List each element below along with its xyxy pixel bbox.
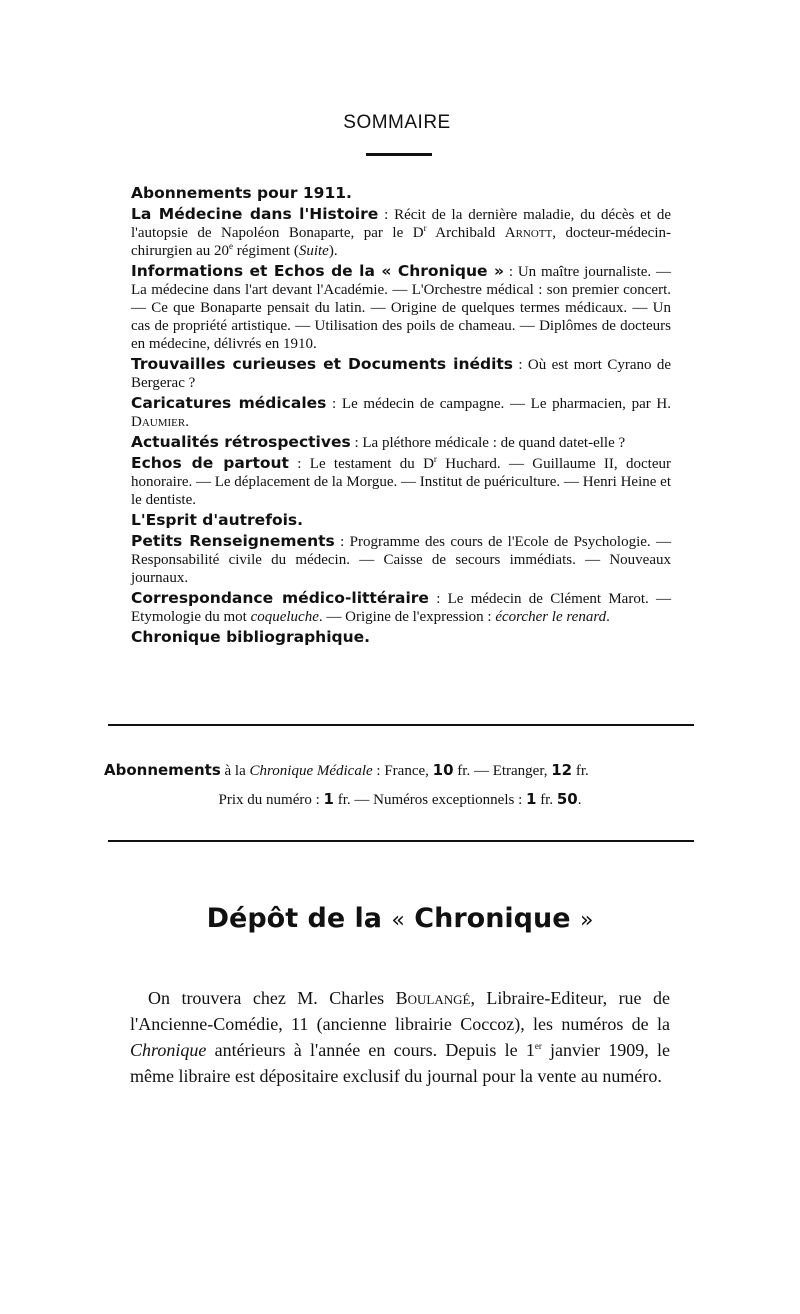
toc-entry-text: Huchard. — Guillaume II, docteur honoraire. — Le déplacement de la Morgue. — Institut de puériculture. — Henri Heine et le dentiste.	[131, 456, 671, 508]
toc-entry-heading: Informations et Echos de la « Chronique »	[131, 262, 505, 280]
paragraph-text: , Libraire-Editeur, rue de l'Ancienne-Comédie, 11 (ancienne librairie Coccoz), les numéros de la	[130, 988, 670, 1034]
price-text: Prix du numéro :	[218, 792, 324, 808]
toc-entry-heading: Echos de partout	[131, 454, 289, 472]
toc-entry	[131, 355, 671, 392]
subscription-text: fr.	[572, 763, 589, 779]
toc-entry-text: : La pléthore médicale : de quand datet-elle ?	[350, 435, 626, 451]
toc-entry-text: ).	[328, 243, 338, 259]
toc-entry-text: écorcher le renard	[495, 609, 607, 625]
ordinal-suffix: er	[534, 1041, 542, 1051]
toc-entry-text: : Le médecin de campagne. — Le pharmacien, par H.	[326, 396, 671, 412]
toc-entry-text: : Programme des cours de l'Ecole de Psychologie. — Responsabilité civile du médecin. — Caisse de secours immédiats. — Nouveaux journaux.	[131, 534, 672, 586]
sommaire-heading: SOMMAIRE	[343, 112, 451, 133]
toc-entry-heading: Caricatures médicales	[131, 394, 327, 412]
issue-price: 1	[323, 790, 334, 808]
toc-entry-text: : Le médecin de Clément Marot. — Etymologie du mot	[131, 591, 672, 625]
toc-entry-heading: Abonnements pour 1911.	[131, 184, 352, 202]
toc-entry	[131, 433, 671, 452]
guillemet-open: «	[391, 908, 405, 933]
toc-entry-text: . — Origine de l'expression :	[318, 609, 496, 625]
toc-entry-text: Suite	[298, 243, 329, 259]
subscription-line	[104, 761, 700, 780]
toc-entry-heading: Petits Renseignements	[131, 532, 335, 550]
toc-entry-heading: Trouvailles curieuses et Documents inédits	[131, 355, 514, 373]
toc-entry-text: : Récit de la dernière maladie, du décès et de l'autopsie de Napoléon Bonaparte, par le D	[131, 207, 671, 241]
toc-entry-text: Archibald	[426, 225, 505, 241]
special-price-cents: 50	[556, 790, 578, 808]
paragraph-text: janvier 1909, le même libraire est dépositaire exclusif du journal pour la vente au numéro.	[130, 1040, 670, 1086]
subscription-text: : France,	[372, 763, 433, 779]
paragraph-text: antérieurs à l'année en cours. Depuis le 1	[206, 1040, 535, 1060]
toc-entry	[131, 628, 671, 647]
toc-entry-text: e	[229, 241, 234, 251]
toc-entry-text: Daumier	[131, 414, 186, 430]
toc-entry	[131, 511, 671, 530]
toc-entry-text: : Le testament du D	[288, 456, 434, 472]
special-price-francs: 1	[526, 790, 537, 808]
subscription-text: à la	[220, 763, 250, 779]
toc-entry	[131, 262, 671, 353]
depot-heading	[0, 903, 800, 934]
price-text: fr. — Numéros exceptionnels :	[333, 792, 526, 808]
journal-name: Chronique Médicale	[249, 763, 373, 779]
table-of-contents	[131, 184, 671, 649]
toc-entry-text: , docteur-médecin-chirurgien au 20	[131, 225, 671, 259]
toc-entry-text: .	[606, 609, 610, 625]
paragraph-text: On trouvera chez M. Charles	[148, 988, 396, 1008]
foreign-price: 12	[551, 761, 573, 779]
divider-top	[108, 724, 694, 726]
toc-entry	[131, 205, 671, 260]
toc-entry-text: : Où est mort Cyrano de Bergerac ?	[131, 357, 671, 391]
bookseller-name: Boulangé	[395, 988, 471, 1008]
toc-entry	[131, 394, 671, 431]
toc-entry-heading: Correspondance médico-littéraire	[131, 589, 429, 607]
price-text: .	[577, 792, 582, 808]
divider-bottom	[108, 840, 694, 842]
toc-entry-text: .	[185, 414, 189, 430]
title-rule	[366, 153, 432, 156]
depot-heading-text: Dépôt de la	[206, 903, 392, 934]
price-text: fr.	[536, 792, 557, 808]
journal-name: Chronique	[130, 1040, 207, 1060]
toc-entry-heading: La Médecine dans l'Histoire	[131, 205, 379, 223]
france-price: 10	[432, 761, 454, 779]
toc-entry-text: régiment (	[233, 243, 299, 259]
subscription-label: Abonnements	[104, 761, 221, 779]
toc-entry-heading: Actualités rétrospectives	[131, 433, 351, 451]
toc-entry	[131, 589, 671, 626]
toc-entry-text: : Un maître journaliste. — La médecine dans l'art devant l'Académie. — L'Orchestre médical : son premier concert. — Ce que Bonaparte pensait du latin. — Origine de quelques termes médicaux. — Un cas de propriété artistique. — Utilisation des poils de chameau. — Diplômes de docteurs en médecine, délivrés en 1910.	[131, 264, 671, 352]
subscription-text: fr. — Etranger,	[453, 763, 552, 779]
toc-entry-text: Arnott	[504, 225, 553, 241]
toc-entry	[131, 532, 671, 587]
depot-paragraph	[130, 985, 670, 1089]
toc-entry-text: r	[423, 223, 427, 233]
guillemet-close: »	[579, 908, 594, 933]
toc-entry-text: coqueluche	[250, 609, 319, 625]
toc-entry-heading: L'Esprit d'autrefois.	[131, 511, 304, 529]
toc-entry-heading: Chronique bibliographique.	[131, 628, 371, 646]
toc-entry	[131, 454, 671, 509]
toc-entry-text: r	[433, 454, 437, 464]
depot-heading-word: Chronique	[404, 903, 580, 934]
price-line	[0, 790, 800, 809]
toc-entry	[131, 184, 671, 203]
